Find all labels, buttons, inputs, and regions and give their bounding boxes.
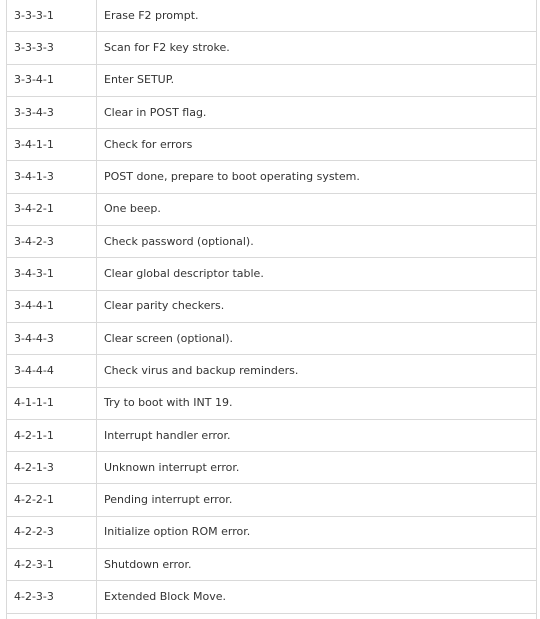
table-row — [7, 258, 537, 290]
description-cell: Check password (optional). — [97, 226, 537, 258]
description-cell: One beep. — [97, 193, 537, 225]
table-row — [7, 322, 537, 354]
beep-code-cell: 3-4-1-1 — [7, 129, 97, 161]
beep-code-cell — [7, 613, 97, 619]
table-row — [7, 549, 537, 581]
description-cell: Check virus and backup reminders. — [97, 355, 537, 387]
table-row — [7, 484, 537, 516]
beep-code-cell: 3-4-3-1 — [7, 258, 97, 290]
table-row — [7, 129, 537, 161]
table-row — [7, 452, 537, 484]
beep-code-cell: 3-4-2-3 — [7, 226, 97, 258]
table-row — [7, 581, 537, 613]
table-row — [7, 613, 537, 619]
beep-code-table-body — [7, 0, 537, 619]
table-row — [7, 290, 537, 322]
table-row — [7, 419, 537, 451]
description-cell: Clear global descriptor table. — [97, 258, 537, 290]
beep-code-cell: 4-2-2-3 — [7, 516, 97, 548]
beep-code-cell: 3-4-4-4 — [7, 355, 97, 387]
beep-code-table — [6, 0, 537, 619]
beep-code-cell: 4-2-1-1 — [7, 419, 97, 451]
beep-code-cell: 3-4-2-1 — [7, 193, 97, 225]
description-cell: Extended Block Move. — [97, 581, 537, 613]
table-row — [7, 226, 537, 258]
description-cell: Erase F2 prompt. — [97, 0, 537, 32]
description-cell: POST done, prepare to boot operating system. — [97, 161, 537, 193]
description-cell: Interrupt handler error. — [97, 419, 537, 451]
description-cell: Check for errors — [97, 129, 537, 161]
description-cell: Initialize option ROM error. — [97, 516, 537, 548]
table-row — [7, 355, 537, 387]
beep-code-cell: 3-3-3-3 — [7, 32, 97, 64]
beep-code-cell: 3-4-4-1 — [7, 290, 97, 322]
beep-code-cell: 4-2-2-1 — [7, 484, 97, 516]
beep-code-cell: 3-3-4-1 — [7, 64, 97, 96]
table-row — [7, 516, 537, 548]
description-cell: Shutdown error. — [97, 549, 537, 581]
description-cell: Clear in POST flag. — [97, 96, 537, 128]
description-cell: Enter SETUP. — [97, 64, 537, 96]
description-cell: Clear parity checkers. — [97, 290, 537, 322]
table-row — [7, 193, 537, 225]
table-row — [7, 96, 537, 128]
description-cell: Clear screen (optional). — [97, 322, 537, 354]
beep-code-cell: 3-3-3-1 — [7, 0, 97, 32]
beep-code-cell: 4-2-3-1 — [7, 549, 97, 581]
description-cell: Scan for F2 key stroke. — [97, 32, 537, 64]
beep-code-cell: 4-1-1-1 — [7, 387, 97, 419]
table-row — [7, 64, 537, 96]
table-row — [7, 32, 537, 64]
description-cell: Pending interrupt error. — [97, 484, 537, 516]
description-cell — [97, 613, 537, 619]
beep-code-cell: 4-2-1-3 — [7, 452, 97, 484]
description-cell: Try to boot with INT 19. — [97, 387, 537, 419]
beep-code-cell: 3-3-4-3 — [7, 96, 97, 128]
table-row — [7, 387, 537, 419]
table-row — [7, 161, 537, 193]
description-cell: Unknown interrupt error. — [97, 452, 537, 484]
beep-code-cell: 4-2-3-3 — [7, 581, 97, 613]
beep-code-cell: 3-4-1-3 — [7, 161, 97, 193]
beep-code-cell: 3-4-4-3 — [7, 322, 97, 354]
table-row — [7, 0, 537, 32]
